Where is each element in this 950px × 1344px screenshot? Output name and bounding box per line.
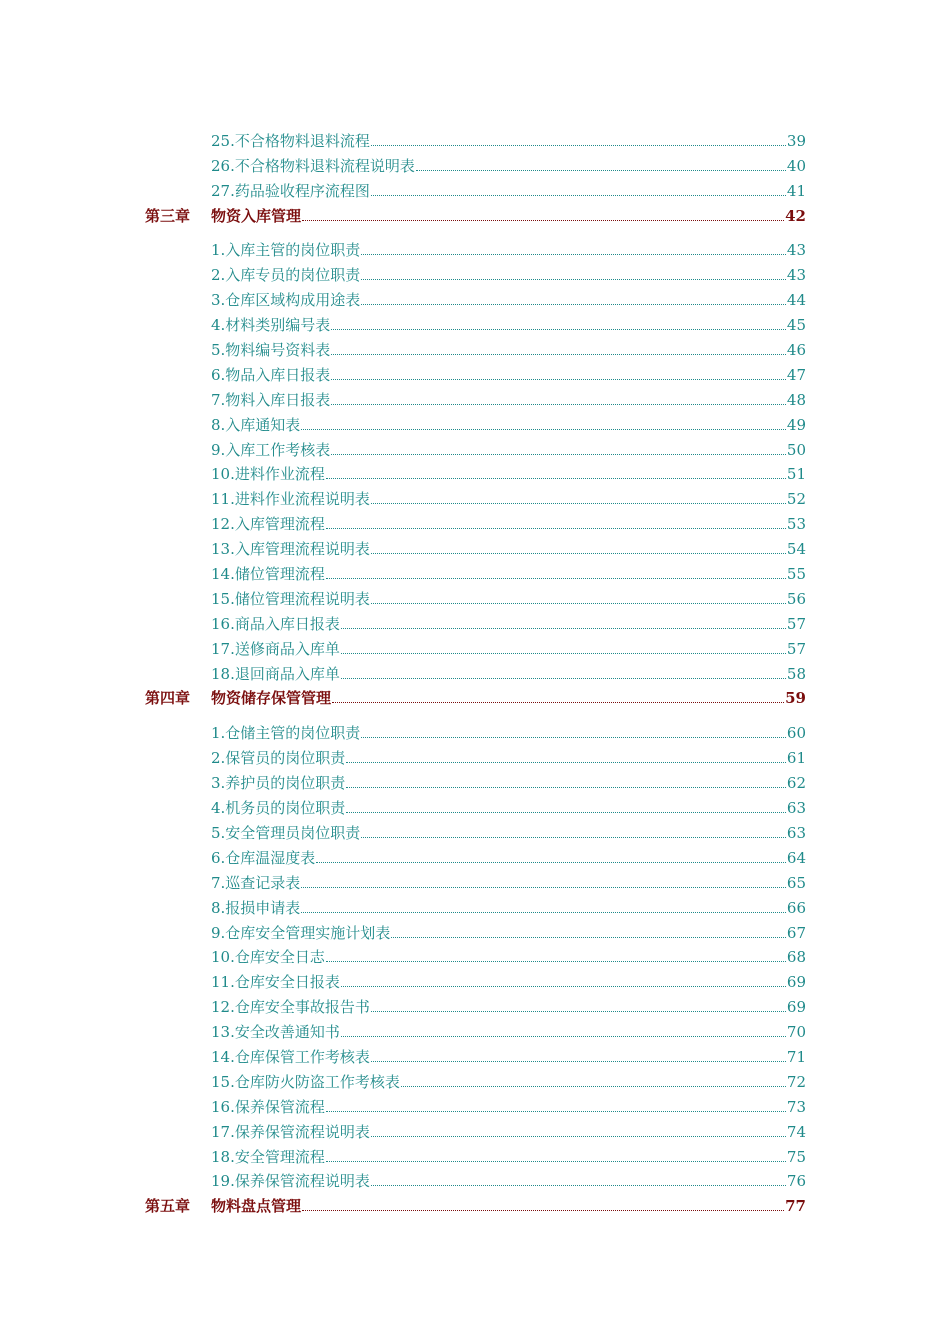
- toc-entry-title: 27.药品验收程序流程图: [211, 181, 370, 200]
- dot-leader: [341, 986, 786, 987]
- toc-entry-title: 3.仓库区域构成用途表: [211, 291, 361, 310]
- toc-entry-title: 9.仓库安全管理实施计划表: [211, 923, 391, 942]
- toc-entry-title: 6.物品入库日报表: [211, 365, 331, 384]
- toc-page-number: 72: [786, 1072, 806, 1091]
- dot-leader: [341, 653, 786, 654]
- toc-item-entry[interactable]: [0, 175, 806, 200]
- dot-leader: [326, 1111, 786, 1112]
- toc-item-entry[interactable]: [0, 309, 806, 334]
- toc-item-entry[interactable]: [0, 384, 806, 409]
- toc-page-number: 40: [786, 156, 806, 175]
- toc-entry-title: 16.保养保管流程: [211, 1097, 325, 1116]
- toc-page-number: 61: [786, 749, 806, 768]
- toc-item-entry[interactable]: [0, 717, 806, 742]
- toc-entry-title: 12.仓库安全事故报告书: [211, 998, 370, 1017]
- toc-entry-title: 8.报损申请表: [211, 898, 301, 917]
- toc-item-entry[interactable]: [0, 1166, 806, 1191]
- toc-item-entry[interactable]: [0, 150, 806, 175]
- toc-item-entry[interactable]: [0, 792, 806, 817]
- toc-item-entry[interactable]: [0, 817, 806, 842]
- dot-leader: [302, 1210, 784, 1211]
- toc-page-number: 56: [786, 589, 806, 608]
- dot-leader: [326, 528, 786, 529]
- dot-leader: [361, 304, 786, 305]
- dot-leader: [331, 454, 786, 455]
- toc-item-entry[interactable]: [0, 125, 806, 150]
- toc-entry-title: 10.进料作业流程: [211, 465, 325, 484]
- dot-leader: [391, 937, 786, 938]
- toc-page-number: 44: [786, 291, 806, 310]
- toc-chapter-number: 第三章: [145, 206, 191, 225]
- dot-leader: [361, 837, 786, 838]
- toc-entry-title: 4.机务员的岗位职责: [211, 799, 346, 818]
- toc-entry-title: 11.仓库安全日报表: [211, 973, 340, 992]
- toc-entry-title: 14.仓库保管工作考核表: [211, 1047, 370, 1066]
- toc-page-number: 66: [786, 898, 806, 917]
- dot-leader: [331, 379, 786, 380]
- toc-entry-title: 7.巡查记录表: [211, 873, 301, 892]
- dot-leader: [416, 170, 786, 171]
- toc-page-number: 63: [786, 823, 806, 842]
- toc-item-entry[interactable]: [0, 867, 806, 892]
- toc-entry-title: 8.入库通知表: [211, 415, 301, 434]
- toc-entry-title: 13.安全改善通知书: [211, 1023, 340, 1042]
- dot-leader: [331, 354, 786, 355]
- toc-item-entry[interactable]: [0, 1091, 806, 1116]
- toc-entry-title: 17.送修商品入库单: [211, 639, 340, 658]
- dot-leader: [341, 628, 786, 629]
- toc-item-entry[interactable]: [0, 434, 806, 459]
- dot-leader: [341, 1036, 786, 1037]
- toc-chapter-number: 第五章: [145, 1197, 191, 1216]
- toc-item-entry[interactable]: [0, 966, 806, 991]
- toc-page-number: 75: [786, 1147, 806, 1166]
- dot-leader: [331, 404, 786, 405]
- dot-leader: [326, 1161, 786, 1162]
- toc-chapter-entry[interactable]: [0, 200, 806, 225]
- table-of-contents: [0, 125, 950, 1225]
- toc-item-entry[interactable]: [0, 334, 806, 359]
- toc-page-number: 71: [786, 1047, 806, 1066]
- toc-entry-title: 12.入库管理流程: [211, 515, 325, 534]
- dot-leader: [371, 1061, 786, 1062]
- toc-page-number: 57: [786, 614, 806, 633]
- dot-leader: [371, 1136, 786, 1137]
- toc-entry-title: 1.仓储主管的岗位职责: [211, 724, 361, 743]
- toc-page-number: 54: [786, 540, 806, 559]
- toc-item-entry[interactable]: [0, 459, 806, 484]
- dot-leader: [326, 961, 786, 962]
- dot-leader: [371, 603, 786, 604]
- toc-page-number: 70: [786, 1023, 806, 1042]
- toc-page-number: 51: [786, 465, 806, 484]
- toc-item-entry[interactable]: [0, 558, 806, 583]
- toc-item-entry[interactable]: [0, 991, 806, 1016]
- toc-page-number: 63: [786, 799, 806, 818]
- toc-item-entry[interactable]: [0, 633, 806, 658]
- toc-entry-title: 25.不合格物料退料流程: [211, 131, 370, 150]
- dot-leader: [301, 887, 786, 888]
- toc-item-entry[interactable]: [0, 767, 806, 792]
- toc-page-number: 73: [786, 1097, 806, 1116]
- toc-item-entry[interactable]: [0, 284, 806, 309]
- toc-page-number: 47: [786, 365, 806, 384]
- toc-item-entry[interactable]: [0, 409, 806, 434]
- toc-entry-title: 9.入库工作考核表: [211, 440, 331, 459]
- toc-item-entry[interactable]: [0, 483, 806, 508]
- toc-item-entry[interactable]: [0, 508, 806, 533]
- toc-item-entry[interactable]: [0, 842, 806, 867]
- toc-page-number: 52: [786, 490, 806, 509]
- toc-page-number: 49: [786, 415, 806, 434]
- toc-page-number: 57: [786, 639, 806, 658]
- toc-page-number: 42: [785, 206, 806, 225]
- toc-page-number: 60: [786, 724, 806, 743]
- toc-page-number: 69: [786, 998, 806, 1017]
- toc-page-number: 48: [786, 390, 806, 409]
- toc-item-entry[interactable]: [0, 1066, 806, 1091]
- toc-entry-title: 17.保养保管流程说明表: [211, 1122, 370, 1141]
- toc-item-entry[interactable]: [0, 1116, 806, 1141]
- dot-leader: [361, 254, 786, 255]
- dot-leader: [371, 503, 786, 504]
- toc-item-entry[interactable]: [0, 942, 806, 967]
- toc-page-number: 77: [785, 1197, 806, 1216]
- toc-entry-title: 5.物料编号资料表: [211, 341, 331, 360]
- toc-entry-title: 物资入库管理: [211, 206, 302, 225]
- toc-page-number: 69: [786, 973, 806, 992]
- dot-leader: [401, 1086, 786, 1087]
- toc-entry-title: 4.材料类别编号表: [211, 316, 331, 335]
- toc-entry-title: 15.储位管理流程说明表: [211, 589, 370, 608]
- toc-page-number: 50: [786, 440, 806, 459]
- toc-page-number: 41: [786, 181, 806, 200]
- toc-page-number: 67: [786, 923, 806, 942]
- dot-leader: [371, 1011, 786, 1012]
- dot-leader: [371, 1185, 786, 1186]
- toc-entry-title: 18.退回商品入库单: [211, 664, 340, 683]
- dot-leader: [361, 279, 786, 280]
- toc-page-number: 64: [786, 848, 806, 867]
- dot-leader: [346, 812, 786, 813]
- toc-page-number: 43: [786, 266, 806, 285]
- toc-item-entry[interactable]: [0, 658, 806, 683]
- toc-page-number: 55: [786, 565, 806, 584]
- toc-entry-title: 16.商品入库日报表: [211, 614, 340, 633]
- dot-leader: [346, 762, 786, 763]
- dot-leader: [371, 145, 786, 146]
- toc-item-entry[interactable]: [0, 892, 806, 917]
- toc-entry-title: 3.养护员的岗位职责: [211, 774, 346, 793]
- toc-page-number: 68: [786, 948, 806, 967]
- toc-entry-title: 26.不合格物料退料流程说明表: [211, 156, 415, 175]
- toc-entry-title: 19.保养保管流程说明表: [211, 1172, 370, 1191]
- toc-chapter-entry[interactable]: [0, 1190, 806, 1215]
- toc-page-number: 53: [786, 515, 806, 534]
- toc-entry-title: 物资储存保管管理: [211, 689, 332, 708]
- toc-chapter-number: 第四章: [145, 689, 191, 708]
- toc-item-entry[interactable]: [0, 359, 806, 384]
- toc-entry-title: 2.入库专员的岗位职责: [211, 266, 361, 285]
- toc-page-number: 46: [786, 341, 806, 360]
- toc-entry-title: 6.仓库温湿度表: [211, 848, 316, 867]
- toc-entry-title: 18.安全管理流程: [211, 1147, 325, 1166]
- toc-item-entry[interactable]: [0, 742, 806, 767]
- toc-entry-title: 14.储位管理流程: [211, 565, 325, 584]
- toc-item-entry[interactable]: [0, 1041, 806, 1066]
- toc-page-number: 76: [786, 1172, 806, 1191]
- dot-leader: [341, 678, 786, 679]
- dot-leader: [346, 787, 786, 788]
- toc-entry-title: 11.进料作业流程说明表: [211, 490, 370, 509]
- toc-entry-title: 物料盘点管理: [211, 1197, 302, 1216]
- toc-item-entry[interactable]: [0, 1016, 806, 1041]
- toc-page-number: 45: [786, 316, 806, 335]
- toc-item-entry[interactable]: [0, 235, 806, 260]
- dot-leader: [361, 737, 786, 738]
- toc-page-number: 62: [786, 774, 806, 793]
- dot-leader: [326, 578, 786, 579]
- dot-leader: [316, 862, 786, 863]
- toc-entry-title: 7.物料入库日报表: [211, 390, 331, 409]
- toc-page-number: 39: [786, 131, 806, 150]
- toc-entry-title: 15.仓库防火防盗工作考核表: [211, 1072, 400, 1091]
- toc-entry-title: 2.保管员的岗位职责: [211, 749, 346, 768]
- toc-entry-title: 5.安全管理员岗位职责: [211, 823, 361, 842]
- dot-leader: [301, 912, 786, 913]
- toc-entry-title: 10.仓库安全日志: [211, 948, 325, 967]
- toc-entry-title: 1.入库主管的岗位职责: [211, 241, 361, 260]
- dot-leader: [332, 702, 784, 703]
- toc-item-entry[interactable]: [0, 583, 806, 608]
- dot-leader: [326, 478, 786, 479]
- dot-leader: [302, 220, 784, 221]
- toc-chapter-entry[interactable]: [0, 683, 806, 708]
- dot-leader: [331, 329, 786, 330]
- toc-page-number: 59: [785, 689, 806, 708]
- toc-item-entry[interactable]: [0, 917, 806, 942]
- toc-entry-title: 13.入库管理流程说明表: [211, 540, 370, 559]
- dot-leader: [301, 429, 786, 430]
- toc-page-number: 65: [786, 873, 806, 892]
- dot-leader: [371, 195, 786, 196]
- toc-item-entry[interactable]: [0, 1141, 806, 1166]
- dot-leader: [371, 553, 786, 554]
- toc-item-entry[interactable]: [0, 608, 806, 633]
- toc-page-number: 74: [786, 1122, 806, 1141]
- toc-page-number: 43: [786, 241, 806, 260]
- toc-item-entry[interactable]: [0, 259, 806, 284]
- toc-item-entry[interactable]: [0, 533, 806, 558]
- toc-page-number: 58: [786, 664, 806, 683]
